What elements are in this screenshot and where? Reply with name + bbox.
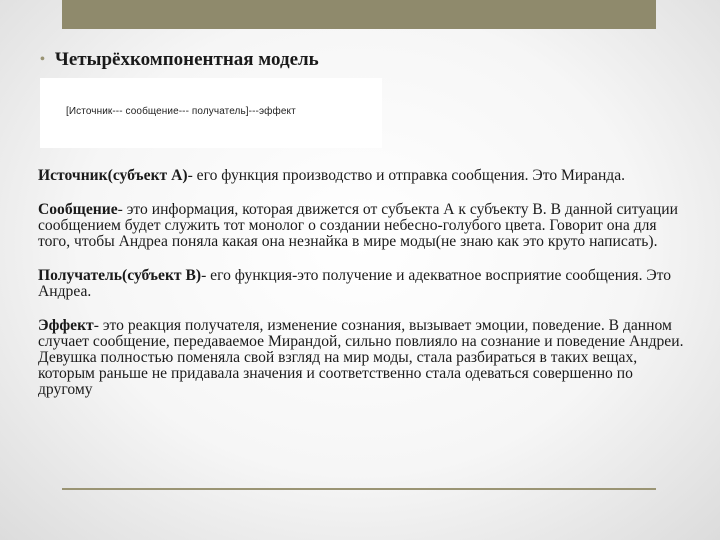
text-message: - это информация, которая движется от субъекта А к субъекту В. В данной ситуации сообщением будет служить тот монолог о создании небесно-голубого цвета. Говорит она для того, чтобы Андреа поняла какая она незнайка в мире моды(не знаю как это круто написать). [38,201,678,250]
text-source: - его функция производство и отправка сообщения. Это Миранда. [187,167,626,184]
text-receiver: - его функция-это получение и адекватное восприятие сообщения. Это Андреа. [38,267,672,300]
term-effect: Эффект [38,317,94,334]
formula-text: [Источник--- сообщение--- получатель]---эффект [66,106,296,117]
paragraph-effect [38,318,688,398]
paragraph-source [38,168,688,184]
slide-title: Четырёхкомпонентная модель [54,49,319,70]
term-receiver: Получатель(субъект В) [38,267,202,284]
term-source: Источник(субъект А) [38,167,188,184]
slide-body [38,168,688,416]
top-decorative-band [62,0,656,29]
bottom-divider [62,488,656,490]
term-message: Сообщение [38,201,118,218]
paragraph-receiver [38,268,688,300]
slide-title-row [40,49,319,71]
bullet-icon: • [40,52,45,67]
paragraph-message [38,202,688,250]
text-effect: - это реакция получателя, изменение сознания, вызывает эмоции, поведение. В данном случает сообщение, передаваемое Мирандой, сильно повлияло на сознание и поведение Андреи. Девушка полностью поменяла свой взгляд на мир моды, стала разбираться в таких вещах, которым раньше не придавала значения и соответственно стала одеваться совершенно по другому [38,317,684,398]
